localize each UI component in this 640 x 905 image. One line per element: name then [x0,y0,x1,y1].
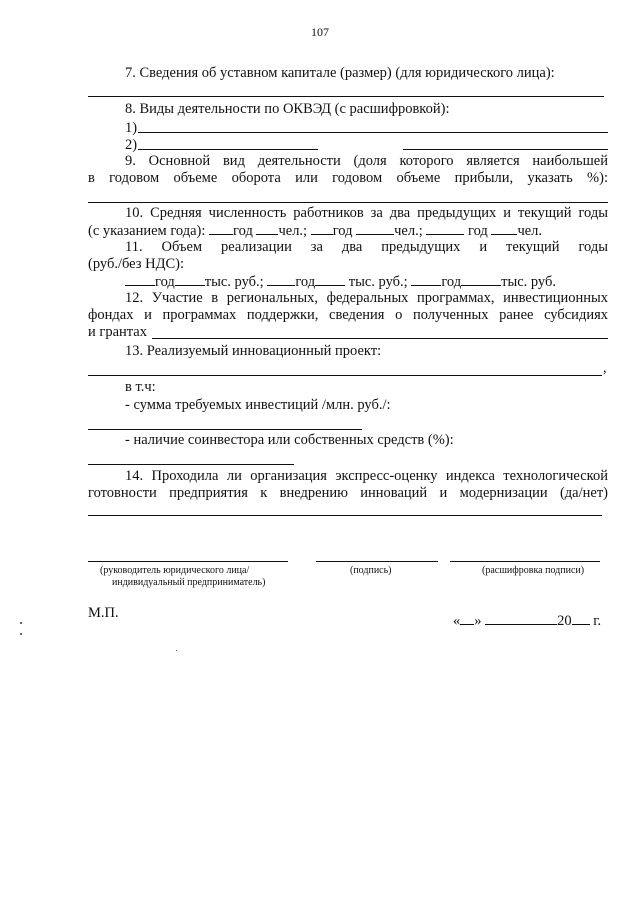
item11-year3-input[interactable] [411,273,441,286]
item10-year2-word: год [332,223,353,239]
date-quote-open: « [453,613,461,629]
item10-year3-word: год [468,223,488,239]
item14-line2: готовности предприятия к внедрению инноваций и модернизации (да/нет) [88,485,608,501]
item14-fill-line[interactable] [88,515,602,516]
item11-sum1-input[interactable] [175,273,205,286]
item8-1-fill-line[interactable] [138,132,608,133]
item11-sum3-word: тыс. руб. [501,274,556,290]
item10-year3-input[interactable] [426,222,464,235]
item11-sum3-input[interactable] [461,273,501,286]
item12-line2: фондах и программах поддержки, сведения о полученных ранее субсидиях [88,307,608,323]
item9-line1: 9. Основной вид деятельности (доля которого является наибольшей [125,153,608,169]
item13-fill-line[interactable] [88,375,602,376]
head-signature-line[interactable] [88,561,288,562]
item11-line3 [125,273,556,291]
coinvestor-label: - наличие соинвестора или собственных средств (%): [125,432,454,448]
coinvestor-fill-line[interactable] [88,464,294,465]
scan-speck [176,650,177,651]
investments-label: - сумма требуемых инвестиций /млн. руб./: [125,397,391,413]
item10-with-year: (с указанием года): [88,223,206,239]
decoding-line[interactable] [450,561,600,562]
item12-fill-line[interactable] [152,338,608,339]
item10-line1: 10. Средняя численность работников за два предыдущих и текущий годы [125,205,608,221]
including-label: в т.ч: [125,379,156,395]
item8-2-fill-line-a[interactable] [138,149,318,150]
item14-line1: 14. Проходила ли организация экспресс-оценку индекса технологической [125,468,608,484]
item11-line1: 11. Объем реализации за два предыдущих и текущий годы [125,239,608,255]
item10-people1-input[interactable] [256,222,278,235]
stamp-label: М.П. [88,605,119,621]
date-field [453,612,601,630]
item11-year2-word: год [295,274,316,290]
date-day-input[interactable] [460,612,474,625]
item10-people2-input[interactable] [356,222,394,235]
scan-speck [20,633,22,635]
item10-people1-word: чел.; [278,223,308,239]
item10-people3-word: чел. [517,223,543,239]
item11-sum1-word: тыс. руб.; [204,274,264,290]
item11-year3-word: год [441,274,462,290]
investments-fill-line[interactable] [88,429,362,430]
item9-fill-line[interactable] [88,202,608,203]
date-year-suffix: г. [593,613,602,629]
decoding-caption: (расшифровка подписи) [482,565,585,576]
item11-sum2-word: тыс. руб.; [348,274,408,290]
item7-label: 7. Сведения об уставном капитале (размер) (для юридического лица): [125,65,555,81]
date-quote-close: » [474,613,482,629]
item7-fill-line[interactable] [88,96,604,97]
item9-line2: в годовом объеме оборота или годовом объеме прибыли, указать %): [88,170,608,186]
item8-2-fill-line-b[interactable] [403,149,608,150]
item13-comma: , [603,360,607,376]
item10-people3-input[interactable] [491,222,517,235]
head-caption-line1: (руководитель юридического лица/ [100,565,250,576]
item8-label: 8. Виды деятельности по ОКВЭД (с расшифровкой): [125,101,450,117]
item11-sum2-input[interactable] [315,273,345,286]
item10-year2-input[interactable] [311,222,333,235]
date-year-input[interactable] [572,612,590,625]
date-year-prefix: 20 [557,613,572,629]
scan-speck [20,622,22,624]
item10-year1-input[interactable] [209,222,233,235]
item8-1-label: 1) [125,120,138,136]
item10-line2 [88,222,608,240]
item11-line2: (руб./без НДС): [88,256,185,272]
date-month-input[interactable] [485,612,557,625]
item11-year1-word: год [155,274,175,290]
item13-label: 13. Реализуемый инновационный проект: [125,343,382,359]
item11-year2-input[interactable] [267,273,295,286]
item8-2-label: 2) [125,137,138,153]
signature-caption: (подпись) [350,565,392,576]
item10-people2-word: чел.; [394,223,423,239]
item12-line1: 12. Участие в региональных, федеральных программах, инвестиционных [125,290,608,306]
item11-year1-input[interactable] [125,273,155,286]
item10-year1-word: год [233,223,253,239]
item12-line3: и грантах [88,324,147,340]
head-caption-line2: индивидуальный предприниматель) [112,577,266,588]
page-number: 107 [311,25,329,39]
signature-line[interactable] [316,561,438,562]
